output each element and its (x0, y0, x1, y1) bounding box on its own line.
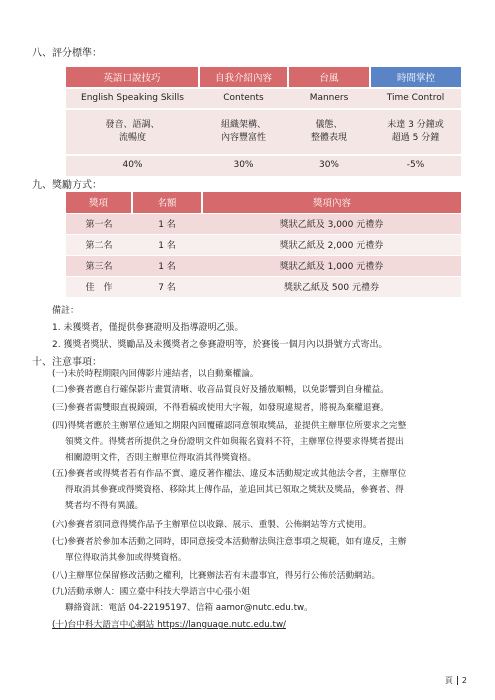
table-row (66, 234, 461, 255)
table-row (66, 213, 461, 234)
criteria-desc: 組織架構、 內容豐富性 (199, 109, 288, 155)
notice-item-9: (九)活動承辦人：國立臺中科技大學語言中心張小姐 聯絡資訊：電話 04-22195197、信箱 aamor@nutc.edu.tw。 (52, 584, 464, 616)
table-row (66, 255, 461, 276)
criteria-desc: 未達 3 分鐘或 超過 5 分鐘 (370, 109, 461, 155)
notice-item-7: (七)參賽者於參加本活動之同時，即同意接受本活動辦法與注意事項之規範，如有違反，主辦 單位得取消其參加或得獎資格。 (52, 537, 407, 564)
criteria-header-contents: 自我介紹內容 (199, 67, 288, 88)
criteria-weight: 40% (66, 155, 199, 176)
notice-item-1: (一)未於時程期限內回傳影片連結者，以自動棄權論。 (52, 369, 259, 379)
notice-item-10 (52, 617, 464, 633)
awards-header-quota: 名額 (132, 192, 202, 213)
criteria-weight: 30% (288, 155, 370, 176)
award-rank: 第一名 (66, 213, 132, 234)
award-quota: 1 名 (132, 234, 202, 255)
award-rank: 第二名 (66, 234, 132, 255)
notice-item-6: (六)參賽者須同意得獎作品予主辦單位以收錄、展示、重製、公佈網站等方式使用。 (52, 520, 372, 530)
criteria-header-manners: 台風 (288, 67, 370, 88)
award-prize: 獎狀乙紙及 3,000 元禮券 (202, 213, 461, 234)
notice-item-5: (五)參賽者或得獎者若有作品不實、違反著作權法、違反本活動規定或其他法令者，主辦單位 得取消其參賽或得獎資格、移除其上傳作品，並追回其已領取之獎狀及獎品，參賽者、得 獎者均不得有異議。 (52, 469, 407, 512)
section-9-title: 九、獎勵方式： (32, 180, 102, 191)
remarks-title: 備註： (52, 306, 80, 316)
remark-item: 2. 獲獎者獎狀、獎勵品及未獲獎者之參賽證明等，於賽後一個月內以掛號方式寄出。 (52, 340, 388, 350)
awards-header-prize: 獎項內容 (202, 192, 461, 213)
criteria-english: Time Control (370, 88, 461, 109)
page-footer (445, 675, 467, 686)
award-rank: 佳 作 (66, 276, 132, 297)
notice-item-3: (三)參賽者需雙眼直視鏡頭，不得看稿或使用大字報，如發現違規者，將視為棄權退賽。 (52, 403, 389, 413)
criteria-header-speaking: 英語口說技巧 (66, 67, 199, 88)
page-number: 2 (461, 676, 467, 685)
award-rank: 第三名 (66, 255, 132, 276)
section-8-title: 八、評分標準： (32, 48, 102, 59)
footer-divider (457, 676, 458, 685)
award-quota: 1 名 (132, 255, 202, 276)
award-prize: 獎狀乙紙及 1,000 元禮券 (202, 255, 461, 276)
table-row (66, 276, 461, 297)
criteria-english: English Speaking Skills (66, 88, 199, 109)
notice-item-8: (八)主辦單位保留修改活動之權利，比賽辦法若有未盡事宜，得另行公佈於活動網站。 (52, 571, 381, 581)
criteria-weight: 30% (199, 155, 288, 176)
criteria-table (66, 67, 461, 176)
awards-table (66, 192, 461, 297)
remark-item: 1. 未獲獎者，僅提供參賽證明及指導證明乙張。 (52, 323, 244, 333)
notice-item-2: (二)參賽者應自行確保影片畫質清晰、收音品質良好及播放順暢，以免影響到自身權益。 (52, 385, 389, 395)
criteria-english: Manners (288, 88, 370, 109)
criteria-header-time: 時間掌控 (370, 67, 461, 88)
award-prize: 獎狀乙紙及 2,000 元禮券 (202, 234, 461, 255)
criteria-weight: -5% (370, 155, 461, 176)
award-quota: 1 名 (132, 213, 202, 234)
notice-item-4: (四)得獎者應於主辦單位通知之期限內回覆確認同意領取獎品，並提供主辦單位所要求之完整 領獎文件。得獎者所提供之身份證明文件如與報名資料不符，主辦單位得要求得獎者提出 相關證明文件，否則主辦單位得取消其得獎資格。 (52, 421, 407, 464)
website-link[interactable]: (十)台中科大語言中心網站 https://language.nutc.edu.tw/ (52, 620, 286, 630)
contact-info[interactable]: 聯絡資訊：電話 04-22195197、信箱 aamor@nutc.edu.tw。 (65, 603, 313, 614)
criteria-desc: 發音、語調、 流暢度 (66, 109, 199, 155)
page-label: 頁 (444, 676, 453, 685)
criteria-english: Contents (199, 88, 288, 109)
award-quota: 7 名 (132, 276, 202, 297)
awards-header-rank: 獎項 (66, 192, 132, 213)
section-10-title: 十、注意事項： (32, 357, 102, 368)
award-prize: 獎狀乙紙及 500 元禮券 (202, 276, 461, 297)
criteria-desc: 儀態、 整體表現 (288, 109, 370, 155)
